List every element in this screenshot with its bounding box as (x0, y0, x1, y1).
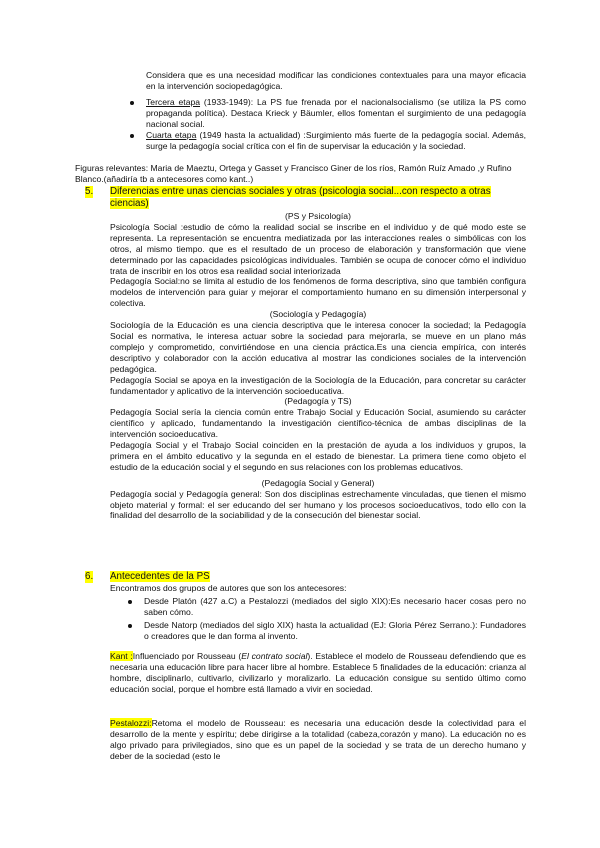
figuras-relevantes: Figuras relevantes: Maria de Maeztu, Ortega y Gasset y Francisco Giner de los ríos, Ramón Ruíz Amado ,y Rufino Blanco.(añadiría tb a antecesores como kant..) (75, 163, 512, 184)
pestalozzi-text: Retoma el modelo de Rousseau: es necesaria una educación desde la colectividad para el desarrollo de la mente y espíritu; debe dirigirse a la totalidad (cabeza,corazón y mano). La educación no es algo privado para privilegiados, sino que es un papel de la sociedad y se trata de un derecho humano y deber de la sociedad (esto le (110, 718, 526, 761)
paragraph: Pedagogía social y Pedagogía general: Son dos disciplinas estrechamente vinculadas, que tienen el mismo objeto material y formal: el ser educando del ser humano y los procesos socioeducativos, todo ello con la finalidad del desarrollo de la sociabilidad y de la consecución del bienestar social. (110, 488, 526, 521)
etapa-text: (1949 hasta la actualidad) :Surgimiento más fuerte de la pedagogía social. Además, surge la pedagogía social crítica con el fin de supervisar la educación y la sociedad. (146, 129, 527, 151)
pestalozzi-label: Pestalozzi: (110, 718, 152, 728)
intro-paragraph: Considera que es una necesidad modificar las condiciones contextuales para una mayor eficacia en la intervención sociopedagógica. (146, 70, 526, 91)
section-6-number: 6. (85, 571, 94, 582)
paragraph: Psicología Social :estudio de cómo la realidad social se inscribe en el individuo y de qué modo este se representa. La representación se encuentra mediatizada por las interacciones reales o simbólicas con los otros, al mismo tiempo. que es el resultado de un proceso de elaboración y transformación que viene determinado por las capacidades psicológicas individuales. También se ocupa de conocer cómo el individuo trata de inscribir en los otros esa realidad social interiorizada (110, 221, 526, 276)
kant-label: Kant : (110, 651, 133, 661)
antecesores-list (123, 596, 526, 642)
section-6-heading (85, 571, 526, 583)
antecesor-item: Desde Natorp (mediados del siglo XIX) hasta la actualidad (EJ: Gloria Pérez Serrano.): Fundadores o creadores que le dan forma al invento. (123, 620, 526, 642)
section-6-title: Antecedentes de la PS (110, 571, 210, 582)
paragraph: Pedagogía Social:no se limita al estudio de los fenómenos de forma descriptiva, sino que también configura modelos de intervención para guiar y mejorar el comportamiento humano en su dimensión interpersonal y colectiva. (110, 276, 526, 309)
paragraph: Pedagogía Social y el Trabajo Social coinciden en la prestación de ayuda a los individuos y grupos, la primera en el ámbito educativo y la segunda en el estado de bienestar. La primera tiene como objeto el estudio de la educación social y el segundo en sus relaciones con los problemas educativos. (110, 440, 526, 472)
subheading-ps-general: (Pedagogía Social y General) (261, 477, 375, 488)
subheading-pedagogia-ts: (Pedagogía y TS) (284, 396, 352, 407)
etapa-title: Tercera etapa (146, 97, 201, 107)
paragraph: Pedagogía Social sería la ciencia común entre Trabajo Social y Educación Social, asumiendo su carácter científico y aplicado, fundamentando la investigación científico-técnica de ambas disciplinas de la intervención socioeducativa. (110, 407, 526, 440)
section-6-intro: Encontramos dos grupos de autores que son los antecesores: (110, 583, 347, 593)
subheading-ps-psicologia: (PS y Psicología) (285, 211, 351, 221)
section-5-title: Diferencias entre unas ciencias sociales y otras (psicologia social...con respecto a otras ciencias) (110, 186, 491, 209)
etapas-list (125, 97, 526, 152)
etapa-text: (1933-1949): La PS fue frenada por el nacionalsocialismo (se utiliza la PS como propaganda política). Destaca Krieck y Bäumler, ellos fomentan el surgimiento de una pedagogía nacional social. (146, 97, 526, 129)
section-5-number: 5. (85, 186, 94, 197)
etapa-item (125, 130, 526, 152)
section-5 (85, 186, 526, 521)
section-6 (85, 571, 526, 642)
pestalozzi-paragraph (110, 718, 526, 762)
kant-paragraph (110, 651, 526, 695)
etapa-title: Cuarta etapa (146, 129, 197, 140)
subheading-sociologia-pedagogia: (Sociología y Pedagogía) (269, 309, 367, 320)
paragraph: Sociología de la Educación es una ciencia descriptiva que le interesa conocer la sociedad; la Pedagogía Social es normativa, le interesa actuar sobre la sociedad para mejorarla, se mueve en un plano más complejo y comprometido, convirtiéndose en una ciencia práctica.Es una ciencia empírica, con interés descriptivo y colaborador con la acción educativa al mostrar las condiciones sociales de la intervención pedagógica. (110, 320, 526, 374)
kant-text-a: Influenciado por Rousseau ( (132, 651, 242, 661)
antecesor-item: Desde Platón (427 a.C) a Pestalozzi (mediados del siglo XIX):Es necesario hacer cosas pero no saben cómo. (123, 596, 526, 618)
etapa-item (125, 97, 526, 130)
kant-italic-title: El contrato social (241, 651, 308, 661)
section-5-heading (85, 186, 526, 210)
kant-text-b: ). Establece el modelo de Rousseau defendiendo que es necesaria una educación libre para hacer libre al hombre. Establece 5 finalidades de la educación: crianza al hombre, disciplinarlo, cultivarlo, civilizarlo y moralizarlo. La educación consigue su sentido último como educación social, porque el hombre está llamado a vivir en sociedad. (110, 651, 526, 694)
paragraph: Pedagogía Social se apoya en la investigación de la Sociología de la Educación, para concretar su carácter fundamentador y aplicativo de la intervención socioeducativa. (110, 374, 526, 396)
